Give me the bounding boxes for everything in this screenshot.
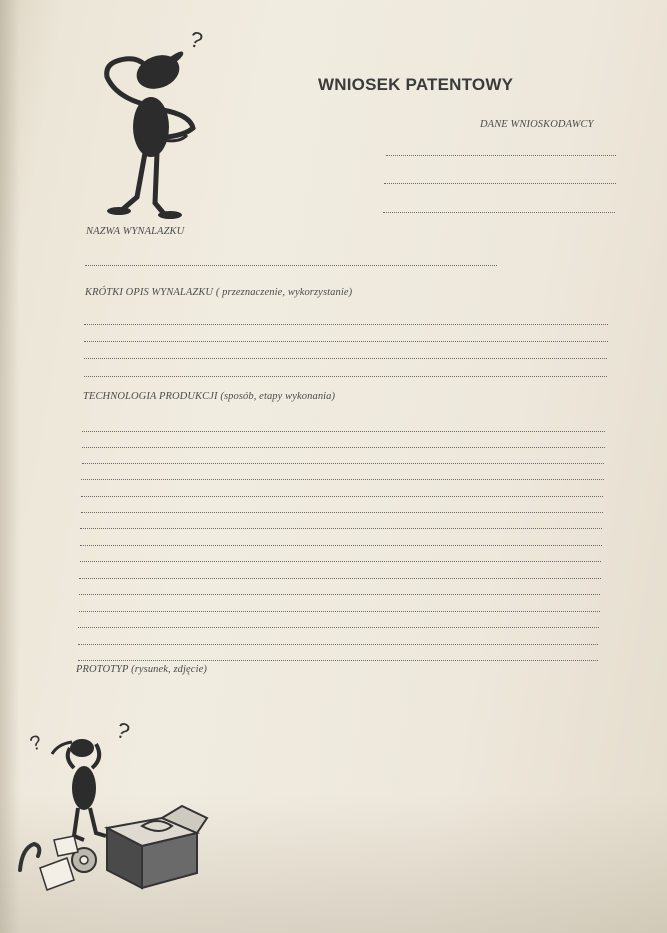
svg-text:?: ? <box>112 717 133 745</box>
invention-name-line[interactable] <box>85 265 497 266</box>
production-technology-line-6[interactable] <box>81 512 603 513</box>
production-technology-line-7[interactable] <box>80 528 602 529</box>
production-technology-line-12[interactable] <box>79 611 600 612</box>
thinking-figure-illustration <box>95 25 225 225</box>
short-description-label <box>85 287 352 298</box>
svg-text:?: ? <box>187 26 206 54</box>
production-technology-line-1[interactable] <box>82 431 605 432</box>
short-description-line-2[interactable] <box>84 341 608 342</box>
production-technology-line-2[interactable] <box>82 447 605 448</box>
production-technology-label <box>83 391 335 402</box>
applicant-line-3[interactable] <box>383 212 615 213</box>
form-title: WNIOSEK PATENTOWY <box>318 75 514 94</box>
short-description-title: KRÓTKI OPIS WYNALAZKU <box>85 287 214 298</box>
short-description-note: ( przeznaczenie, wykorzystanie) <box>215 287 353 298</box>
production-technology-line-15[interactable] <box>78 660 598 661</box>
inventor-box-illustration <box>12 718 212 893</box>
production-technology-line-14[interactable] <box>78 644 598 645</box>
short-description-line-3[interactable] <box>84 358 607 359</box>
prototype-note: (rysunek, zdjęcie) <box>131 664 207 675</box>
short-description-line-4[interactable] <box>84 376 607 377</box>
production-technology-line-8[interactable] <box>80 545 602 546</box>
production-technology-title: TECHNOLOGIA PRODUKCJI <box>83 391 218 402</box>
production-technology-line-5[interactable] <box>81 496 603 497</box>
production-technology-line-3[interactable] <box>82 463 604 464</box>
short-description-line-1[interactable] <box>84 324 608 325</box>
production-technology-line-10[interactable] <box>79 578 601 579</box>
applicant-label: DANE WNIOSKODAWCY <box>480 119 594 130</box>
production-technology-line-9[interactable] <box>80 561 601 562</box>
production-technology-note: (sposób, etapy wykonania) <box>220 391 336 402</box>
applicant-line-2[interactable] <box>384 183 616 184</box>
invention-name-label: NAZWA WYNALAZKU <box>86 226 185 237</box>
prototype-label <box>76 664 207 675</box>
production-technology-line-13[interactable] <box>78 627 599 628</box>
production-technology-line-4[interactable] <box>81 479 604 480</box>
applicant-line-1[interactable] <box>386 155 616 156</box>
svg-text:?: ? <box>27 731 44 756</box>
production-technology-line-11[interactable] <box>79 594 600 595</box>
prototype-title: PROTOTYP <box>76 664 129 675</box>
